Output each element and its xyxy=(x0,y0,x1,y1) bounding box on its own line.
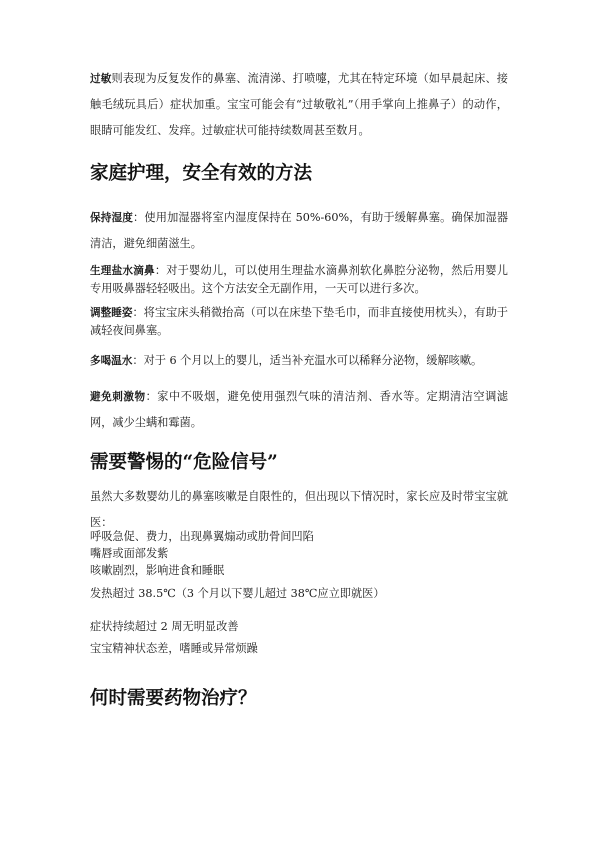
care-item-text: ：使用加湿器将室内湿度保持在 50%-60%，有助于缓解鼻塞。确保加湿器清洁，避免细菌滋生。 xyxy=(90,211,509,250)
care-item-text: ：对于婴幼儿，可以使用生理盐水滴鼻剂软化鼻腔分泌物，然后用婴儿专用吸鼻器轻轻吸出。这个方法安全无副作用，一天可以进行多次。 xyxy=(90,264,508,295)
care-item-lead: 多喝温水 xyxy=(90,355,133,367)
allergy-paragraph xyxy=(90,66,508,144)
danger-sign-item: 咳嗽剧烈，影响进食和睡眠 xyxy=(90,564,225,577)
care-item-lead: 避免刺激物 xyxy=(90,391,146,403)
heading-danger-signs: 需要警惕的“危险信号” xyxy=(90,452,278,473)
danger-sign-item: 呼吸急促、费力，出现鼻翼煽动或肋骨间凹陷 xyxy=(90,530,314,543)
care-item-text: ：对于 6 个月以上的婴儿，适当补充温水可以稀释分泌物，缓解咳嗽。 xyxy=(132,354,483,367)
care-item-sleep-position xyxy=(90,304,508,339)
allergy-lead: 过敏 xyxy=(90,73,112,85)
care-item-water xyxy=(90,352,508,370)
danger-sign-item: 宝宝精神状态差，嗜睡或异常烦躁 xyxy=(90,642,258,655)
care-item-text: ：将宝宝床头稍微抬高（可以在床垫下垫毛巾，而非直接使用枕头），有助于减轻夜间鼻塞。 xyxy=(90,306,508,337)
danger-intro: 虽然大多数婴幼儿的鼻塞咳嗽是自限性的，但出现以下情况时，家长应及时带宝宝就医： xyxy=(90,490,508,529)
care-item-lead: 生理盐水滴鼻 xyxy=(90,265,155,277)
care-item-lead: 保持湿度 xyxy=(90,212,134,224)
care-item-saline xyxy=(90,262,508,297)
danger-sign-item: 症状持续超过 2 周无明显改善 xyxy=(90,620,239,633)
heading-medicine: 何时需要药物治疗？ xyxy=(90,688,257,709)
danger-sign-item: 发热超过 38.5℃（3 个月以下婴儿超过 38℃应立即就医） xyxy=(90,587,385,600)
care-item-humidity xyxy=(90,205,508,257)
care-item-irritants xyxy=(90,384,508,436)
allergy-text: 则表现为反复发作的鼻塞、流清涕、打喷嚏，尤其在特定环境（如早晨起床、接触毛绒玩具后）症状加重。宝宝可能会有“过敏敬礼”（用手掌向上推鼻子）的动作，眼睛可能发红、发痒。过敏症状可能持续数周甚至数月。 xyxy=(90,72,508,137)
heading-home-care: 家庭护理，安全有效的方法 xyxy=(90,163,313,184)
care-item-lead: 调整睡姿 xyxy=(90,307,133,319)
care-item-text: ：家中不吸烟，避免使用强烈气味的清洁剂、香水等。定期清洁空调滤网，减少尘螨和霉菌。 xyxy=(90,390,508,429)
danger-sign-item: 嘴唇或面部发紫 xyxy=(90,547,169,560)
